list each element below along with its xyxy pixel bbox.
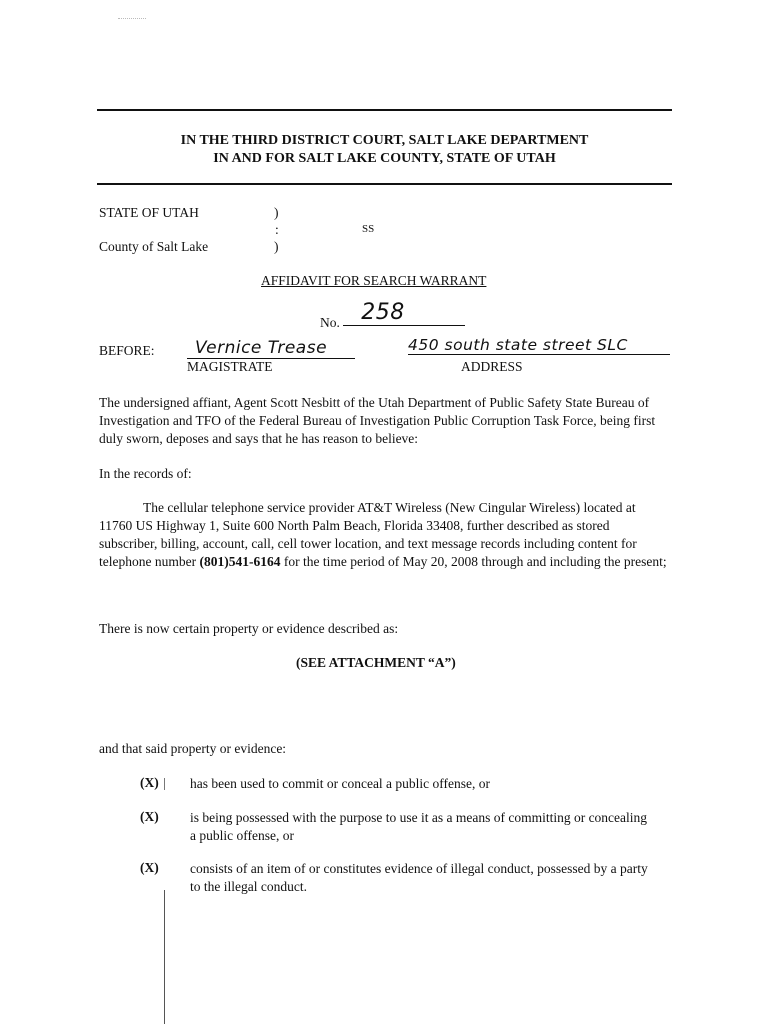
item-1-mark: (X): [140, 775, 159, 790]
venue-state: STATE OF UTAH: [99, 205, 199, 220]
item-tick-mark: [164, 778, 165, 790]
item-3-text: consists of an item of or constitutes evidence of illegal conduct, possessed by a party to the illegal conduct.: [190, 861, 648, 894]
item-3-mark: (X): [140, 860, 159, 875]
affiant-paragraph: The undersigned affiant, Agent Scott Nesbitt of the Utah Department of Public Safety State Bureau of Investigation and TFO of the Federal Bureau of Investigation Public Corruption Task Force, being first duly sworn, deposes and says that he has reason to believe:: [99, 395, 656, 446]
records-of-label: In the records of:: [99, 466, 192, 481]
provider-paragraph: [99, 499, 669, 571]
margin-scan-line: [164, 890, 165, 1024]
magistrate-name: Vernice Trease: [187, 338, 355, 359]
scan-artifact: [118, 18, 146, 20]
said-property-line: and that said property or evidence:: [99, 741, 287, 756]
venue-ss: SS: [362, 223, 375, 235]
warrant-number-label: No.: [320, 315, 340, 330]
before-label: BEFORE:: [99, 343, 155, 358]
court-heading-line-1: IN THE THIRD DISTRICT COURT, SALT LAKE DEPARTMENT: [180, 133, 589, 148]
venue-county: County of Salt Lake: [99, 239, 209, 254]
venue-paren-bottom: ): [274, 239, 279, 254]
header-top-rule: [97, 109, 672, 111]
header-bottom-rule: [97, 183, 672, 185]
document-title: AFFIDAVIT FOR SEARCH WARRANT: [261, 273, 487, 288]
attachment-reference: (SEE ATTACHMENT “A”): [296, 655, 456, 670]
property-line: There is now certain property or evidence described as:: [99, 621, 399, 636]
venue-paren-top: ): [274, 205, 279, 220]
provider-text-part-2: for the time period of May 20, 2008 through and including the present;: [280, 554, 667, 569]
phone-number: (801)541-6164: [199, 554, 281, 569]
court-heading-line-2: IN AND FOR SALT LAKE COUNTY, STATE OF UTAH: [213, 151, 556, 166]
address-value: 450 south state street SLC: [408, 336, 670, 355]
venue-colon: :: [275, 222, 279, 237]
warrant-number: [320, 300, 465, 330]
warrant-number-value: 258: [343, 300, 465, 326]
item-2-mark: (X): [140, 809, 159, 824]
provider-text-part-1: The cellular telephone service provider AT&T Wireless (New Cingular Wireless) located at 11760 US Highway 1, Suite 600 North Palm Beach, Florida 33408, further described as stored subscriber, billing, account, call, cell tower location, and text message records including content for telephone number: [99, 500, 637, 569]
item-1-text: has been used to commit or conceal a public offense, or: [190, 776, 491, 791]
item-2-text: is being possessed with the purpose to use it as a means of committing or concealing a public offense, or: [190, 810, 648, 843]
address-label: ADDRESS: [461, 359, 523, 374]
magistrate-label: MAGISTRATE: [187, 359, 273, 374]
